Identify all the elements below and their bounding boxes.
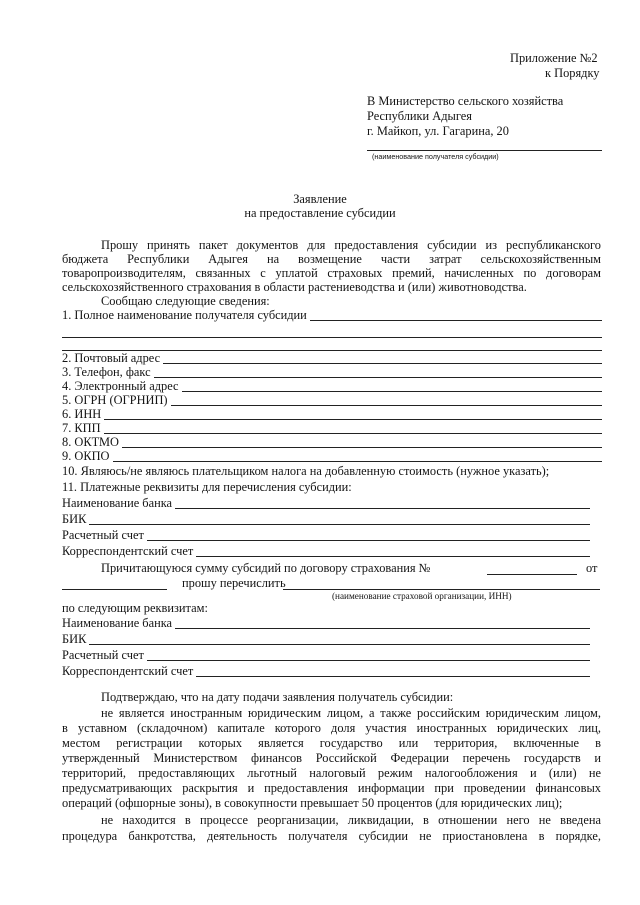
field-inn-line[interactable]	[104, 409, 602, 420]
bank2-name-label: Наименование банка	[62, 616, 173, 630]
field-phone-fax[interactable]	[62, 366, 602, 378]
confirmation-p1-line-4: утвержденный Министерством финансов Российской Федерации перечень государств и	[62, 751, 601, 765]
contract-date-label: от	[586, 561, 598, 575]
field-okpo-line[interactable]	[113, 451, 603, 462]
intro-line-4: сельскохозяйственного страхования в области растениеводства и (или) животноводства.	[62, 280, 527, 294]
bank1-bik-label: БИК	[62, 512, 87, 526]
document-subtitle: на предоставление субсидии	[244, 206, 396, 220]
bank1-bik-line[interactable]	[89, 514, 590, 525]
field-payment-details-heading: 11. Платежные реквизиты для перечисления субсидии:	[62, 480, 352, 494]
bank2-account-line[interactable]	[147, 650, 590, 661]
contract-number-line[interactable]	[487, 574, 577, 575]
field-postal-address[interactable]	[62, 352, 602, 364]
field-oktmo-label: 8. ОКТМО	[62, 435, 119, 449]
confirmation-p1-line-3: местом регистрации которых является государство или территория, включенные в	[62, 736, 601, 750]
bank2-bik-line[interactable]	[89, 634, 590, 645]
bank1-corr-account-label: Корреспондентский счет	[62, 544, 194, 558]
bank2-corr-account-label: Корреспондентский счет	[62, 664, 194, 678]
bank1-name-line[interactable]	[175, 498, 590, 509]
insurer-name-line[interactable]	[283, 589, 600, 590]
confirmation-p1-line-5: территорий, предоставляющих льготный налоговый режим налогообложения и (или) не	[62, 766, 601, 780]
field-okpo[interactable]	[62, 450, 602, 462]
field-oktmo-line[interactable]	[122, 437, 602, 448]
bank2-account[interactable]	[62, 649, 590, 661]
field-email-line[interactable]	[182, 381, 602, 392]
bank2-account-label: Расчетный счет	[62, 648, 144, 662]
confirmation-p1-line-6: предусматривающих раскрытия и предоставления информации при проведении финансовых	[62, 781, 601, 795]
requisites-heading: по следующим реквизитам:	[62, 601, 208, 615]
insurer-name-caption: (наименование страховой организации, ИНН)	[332, 591, 512, 601]
confirmation-p1-line-2: в уставном (складочном) капитале которого доля участия иностранных юридических лиц,	[62, 721, 601, 735]
confirmation-intro: Подтверждаю, что на дату подачи заявления получатель субсидии:	[101, 690, 454, 704]
bank1-name-label: Наименование банка	[62, 496, 173, 510]
bank2-name[interactable]	[62, 617, 590, 629]
document-title: Заявление	[293, 192, 347, 206]
bank2-name-line[interactable]	[175, 618, 590, 629]
bank2-bik-label: БИК	[62, 632, 87, 646]
bank1-corr-account[interactable]	[62, 545, 590, 557]
field-okpo-label: 9. ОКПО	[62, 449, 110, 463]
field-email[interactable]	[62, 380, 602, 392]
recipient-name-caption: (наименование получателя субсидии)	[372, 152, 499, 161]
field-kpp-label: 7. КПП	[62, 421, 101, 435]
addressee-line-2: Республики Адыгея	[367, 109, 472, 123]
bank2-corr-account[interactable]	[62, 665, 590, 677]
bank2-corr-account-line[interactable]	[196, 666, 590, 677]
field-postal-address-line[interactable]	[163, 353, 602, 364]
field-full-name-line[interactable]	[310, 310, 602, 321]
addressee-line-3: г. Майкоп, ул. Гагарина, 20	[367, 124, 509, 138]
field-full-name-line-2[interactable]	[62, 337, 602, 338]
bank1-name[interactable]	[62, 497, 590, 509]
confirmation-p1-line-1: не является иностранным юридическим лицом, а также российским юридическим лицом,	[101, 706, 601, 720]
field-inn-label: 6. ИНН	[62, 407, 102, 421]
addressee-line-1: В Министерство сельского хозяйства	[367, 94, 564, 108]
confirmation-p2-line-2: процедура банкротства, деятельность получателя субсидии не приостановлена в порядке,	[62, 829, 601, 843]
confirmation-p1-line-7: операций (офшорные зоны), в совокупности превышает 50 процентов (для юридических лиц);	[62, 796, 563, 810]
bank1-account-line[interactable]	[147, 530, 590, 541]
bank1-corr-account-line[interactable]	[196, 546, 590, 557]
insurance-contract-text: Причитающуюся сумму субсидий по договору страхования №	[101, 561, 431, 575]
field-ogrn-label: 5. ОГРН (ОГРНИП)	[62, 393, 168, 407]
field-full-name-label: 1. Полное наименование получателя субсидии	[62, 308, 307, 322]
field-ogrn-line[interactable]	[171, 395, 602, 406]
field-oktmo[interactable]	[62, 436, 602, 448]
field-vat-status: 10. Являюсь/не являюсь плательщиком налога на добавленную стоимость (нужное указать);	[62, 464, 550, 478]
field-full-name[interactable]	[62, 309, 602, 321]
field-postal-address-label: 2. Почтовый адрес	[62, 351, 161, 365]
field-kpp-line[interactable]	[104, 423, 602, 434]
field-inn[interactable]	[62, 408, 602, 420]
bank1-account[interactable]	[62, 529, 590, 541]
bank1-bik[interactable]	[62, 513, 590, 525]
bank2-bik[interactable]	[62, 633, 590, 645]
bank1-account-label: Расчетный счет	[62, 528, 144, 542]
field-phone-fax-label: 3. Телефон, факс	[62, 365, 151, 379]
contract-date-line[interactable]	[62, 589, 167, 590]
field-kpp[interactable]	[62, 422, 602, 434]
report-line: Сообщаю следующие сведения:	[101, 294, 270, 308]
confirmation-p2-line-1: не находится в процессе реорганизации, ликвидации, в отношении него не введена	[101, 813, 601, 827]
intro-line-2: бюджета Республики Адыгея на возмещение части затрат сельскохозяйственным	[62, 252, 601, 266]
intro-line-1: Прошу принять пакет документов для предоставления субсидии из республиканского	[101, 238, 601, 252]
appendix-number: Приложение №2	[510, 51, 598, 65]
recipient-name-line	[367, 150, 602, 151]
field-ogrn[interactable]	[62, 394, 602, 406]
transfer-request-text: прошу перечислить	[182, 576, 286, 590]
field-phone-fax-line[interactable]	[154, 367, 602, 378]
appendix-reference: к Порядку	[545, 66, 600, 80]
field-email-label: 4. Электронный адрес	[62, 379, 179, 393]
intro-line-3: товаропроизводителям, связанных с уплатой страховых премий, начисленных по договорам	[62, 266, 601, 280]
